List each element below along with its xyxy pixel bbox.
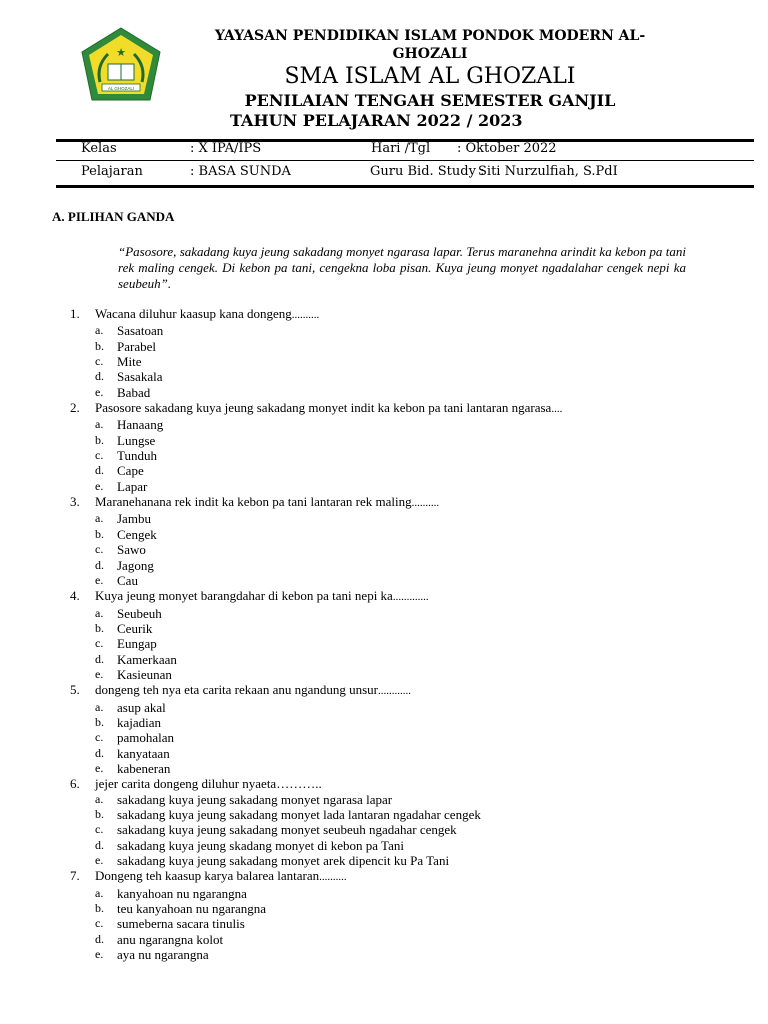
answer-option bbox=[70, 700, 710, 715]
option-letter: b. bbox=[95, 620, 104, 635]
answer-blank: .... bbox=[551, 403, 563, 416]
option-letter: c. bbox=[95, 542, 104, 557]
question-2 bbox=[70, 400, 710, 417]
option-text: Hanaang bbox=[117, 417, 164, 433]
option-text: pamohalan bbox=[117, 730, 175, 746]
guru-label: Guru Bid. Study : bbox=[370, 164, 485, 179]
option-letter: a. bbox=[95, 699, 104, 714]
option-text: Ceurik bbox=[117, 620, 153, 636]
option-text: kajadian bbox=[117, 714, 162, 730]
option-letter: a. bbox=[95, 323, 104, 338]
question-4 bbox=[70, 588, 710, 605]
option-letter: b. bbox=[95, 807, 104, 821]
answer-option bbox=[70, 621, 710, 636]
answer-option bbox=[70, 947, 710, 962]
answer-option bbox=[70, 807, 710, 822]
logo-star: ★ bbox=[116, 47, 126, 59]
option-letter: b. bbox=[95, 714, 104, 729]
question-number: 3. bbox=[70, 494, 80, 510]
option-text: Cape bbox=[117, 463, 144, 479]
option-text: kanyataan bbox=[117, 745, 170, 761]
answer-option bbox=[70, 932, 710, 947]
answer-option bbox=[70, 746, 710, 761]
answer-option bbox=[70, 433, 710, 448]
answer-option bbox=[70, 369, 710, 384]
answer-option bbox=[70, 853, 710, 868]
option-letter: a. bbox=[95, 605, 104, 620]
option-letter: d. bbox=[95, 369, 104, 384]
option-letter: a. bbox=[95, 791, 104, 806]
option-letter: e. bbox=[95, 572, 104, 587]
option-letter: c. bbox=[95, 354, 104, 369]
option-text: sakadang kuya jeung sakadang monyet lada lantaran ngadahar cengek bbox=[117, 807, 481, 822]
answer-option bbox=[70, 715, 710, 730]
option-letter: a. bbox=[95, 885, 104, 900]
option-letter: c. bbox=[95, 730, 104, 745]
option-text: asup akal bbox=[117, 699, 166, 715]
question-number: 2. bbox=[70, 400, 80, 416]
answer-option bbox=[70, 463, 710, 478]
question-text: Wacana diluhur kaasup kana dongeng bbox=[95, 306, 292, 321]
logo-ribbon-text: AL GHOZALI bbox=[107, 86, 135, 91]
answer-option bbox=[70, 323, 710, 338]
guru-value: Siti Nurzulfiah, S.PdI bbox=[478, 164, 618, 179]
option-letter: c. bbox=[95, 822, 104, 837]
question-number: 6. bbox=[70, 776, 80, 792]
answer-option bbox=[70, 354, 710, 369]
option-text: sumeberna sacara tinulis bbox=[117, 916, 245, 932]
option-letter: d. bbox=[95, 745, 104, 760]
question-3 bbox=[70, 494, 710, 511]
option-letter: a. bbox=[95, 417, 104, 432]
option-text: Parabel bbox=[117, 338, 156, 354]
option-letter: c. bbox=[95, 916, 104, 931]
option-text: kanyahoan nu ngarangna bbox=[117, 885, 247, 901]
answer-option bbox=[70, 761, 710, 776]
answer-option bbox=[70, 792, 710, 807]
answer-option bbox=[70, 606, 710, 621]
header-rule-bottom bbox=[56, 185, 754, 188]
answer-option bbox=[70, 417, 710, 432]
kelas-value: : X IPA/IPS bbox=[190, 141, 262, 156]
option-letter: c. bbox=[95, 448, 104, 463]
option-text: Jagong bbox=[117, 557, 154, 573]
question-text: dongeng teh nya eta carita rekaan anu ngandung unsur bbox=[95, 682, 379, 698]
option-text: aya nu ngarangna bbox=[117, 947, 209, 963]
question-text: Pasosore sakadang kuya jeung sakadang monyet indit ka kebon pa tani lantaran ngarasa bbox=[95, 400, 552, 416]
option-letter: e. bbox=[95, 666, 104, 681]
option-text: sakadang kuya jeung skadang monyet di kebon pa Tani bbox=[117, 837, 404, 853]
answer-option bbox=[70, 916, 710, 931]
option-text: Tunduh bbox=[117, 448, 157, 464]
option-text: Kamerkaan bbox=[117, 651, 177, 667]
option-text: sakadang kuya jeung sakadang monyet ngarasa lapar bbox=[117, 791, 393, 807]
pelajaran-value: : BASA SUNDA bbox=[190, 164, 291, 179]
answer-blank: .......... bbox=[319, 871, 347, 884]
option-text: Jambu bbox=[117, 511, 151, 527]
option-text: Seubeuh bbox=[117, 605, 162, 621]
answer-option bbox=[70, 542, 710, 557]
answer-option bbox=[70, 558, 710, 573]
option-text: Cengek bbox=[117, 526, 157, 542]
answer-option bbox=[70, 636, 710, 651]
answer-option bbox=[70, 385, 710, 400]
answer-option bbox=[70, 511, 710, 526]
option-text: kabeneran bbox=[117, 760, 171, 776]
option-text: Sasatoan bbox=[117, 323, 164, 339]
option-text: Babad bbox=[117, 384, 151, 400]
option-text: Sawo bbox=[117, 542, 146, 558]
option-letter: e. bbox=[95, 478, 104, 493]
option-letter: e. bbox=[95, 853, 104, 868]
option-text: Kasieunan bbox=[117, 666, 172, 682]
option-letter: b. bbox=[95, 338, 104, 353]
option-text: sakadang kuya jeung sakadang monyet arek dipencit ku Pa Tani bbox=[117, 853, 450, 869]
option-text: Cau bbox=[117, 572, 138, 588]
option-text: sakadang kuya jeung sakadang monyet seubeuh ngadahar cengek bbox=[117, 822, 457, 838]
question-number: 7. bbox=[70, 868, 80, 884]
answer-blank: ............. bbox=[392, 591, 429, 604]
option-letter: d. bbox=[95, 557, 104, 572]
option-text: Lungse bbox=[117, 432, 156, 448]
option-text: teu kanyahoan nu ngarangna bbox=[117, 901, 267, 917]
option-text: Mite bbox=[117, 354, 142, 370]
reading-passage: “Pasosore, sakadang kuya jeung sakadang monyet ngarasa lapar. Terus maranehna arindit ka kebon pa tani rek maling cengek. Di kebon pa tani, cengekna loba pisan. Kuya jeung monyet ngadalahar cengek nepi ka seubeuh”. bbox=[118, 244, 686, 291]
answer-option bbox=[70, 901, 710, 916]
option-letter: e. bbox=[95, 947, 104, 962]
option-letter: a. bbox=[95, 511, 104, 526]
exam-title: PENILAIAN TENGAH SEMESTER GANJIL bbox=[244, 91, 616, 110]
option-letter: b. bbox=[95, 432, 104, 447]
question-5 bbox=[70, 682, 710, 699]
question-list bbox=[70, 306, 710, 962]
answer-option bbox=[70, 730, 710, 745]
option-text: Eungap bbox=[117, 636, 157, 652]
question-7 bbox=[70, 868, 710, 885]
school-name: SMA ISLAM AL GHOZALI bbox=[284, 64, 576, 89]
section-title: A. PILIHAN GANDA bbox=[52, 209, 175, 224]
question-text: Maranehanana rek indit ka kebon pa tani lantaran rek maling bbox=[95, 494, 412, 510]
option-letter: d. bbox=[95, 931, 104, 946]
option-letter: d. bbox=[95, 837, 104, 852]
answer-blank: ............ bbox=[378, 685, 412, 698]
answer-option bbox=[70, 339, 710, 354]
answer-option bbox=[70, 886, 710, 901]
option-letter: d. bbox=[95, 651, 104, 666]
meta-divider bbox=[56, 160, 754, 161]
question-number: 5. bbox=[70, 682, 80, 698]
answer-option bbox=[70, 838, 710, 853]
option-letter: b. bbox=[95, 526, 104, 541]
answer-option bbox=[70, 448, 710, 463]
school-logo bbox=[80, 26, 162, 102]
hari-value: : Oktober 2022 bbox=[457, 141, 557, 156]
pelajaran-label: Pelajaran bbox=[81, 164, 143, 179]
question-1 bbox=[70, 306, 710, 323]
kelas-label: Kelas bbox=[81, 141, 117, 156]
answer-option bbox=[70, 479, 710, 494]
foundation-name: YAYASAN PENDIDIKAN ISLAM PONDOK MODERN AL-GHOZALI bbox=[214, 28, 646, 62]
question-text: Kuya jeung monyet barangdahar di kebon pa tani nepi ka bbox=[95, 588, 393, 604]
option-letter: d. bbox=[95, 463, 104, 478]
question-6 bbox=[70, 776, 710, 791]
option-text: Sasakala bbox=[117, 369, 163, 385]
question-number: 1. bbox=[70, 306, 80, 321]
hari-label: Hari /Tgl bbox=[371, 141, 431, 156]
answer-option bbox=[70, 573, 710, 588]
answer-blank: .......... bbox=[291, 309, 320, 321]
option-letter: e. bbox=[95, 384, 104, 399]
question-text: jejer carita dongeng diluhur nyaeta……….. bbox=[95, 776, 322, 792]
answer-option bbox=[70, 667, 710, 682]
option-text: anu ngarangna kolot bbox=[117, 931, 224, 947]
answer-blank: .......... bbox=[411, 497, 440, 510]
answer-option bbox=[70, 652, 710, 667]
answer-option bbox=[70, 822, 710, 837]
option-letter: c. bbox=[95, 636, 104, 651]
academic-year: TAHUN PELAJARAN 2022 / 2023 bbox=[230, 111, 523, 130]
question-number: 4. bbox=[70, 588, 80, 604]
option-letter: b. bbox=[95, 901, 104, 916]
answer-option bbox=[70, 527, 710, 542]
question-text: Dongeng teh kaasup karya balarea lantaran bbox=[95, 868, 320, 884]
option-text: Lapar bbox=[117, 478, 148, 494]
option-letter: e. bbox=[95, 760, 104, 775]
